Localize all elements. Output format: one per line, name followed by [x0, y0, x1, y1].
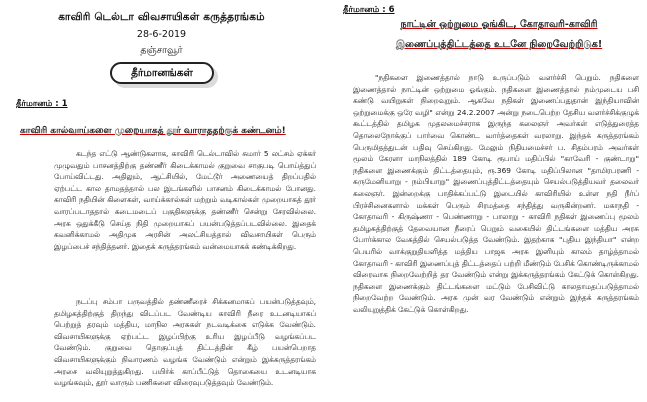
resolution-label-6: தீர்மானம் : 6	[343, 5, 395, 15]
seminar-title: காவிரி டெல்டா விவசாயிகள் கருத்தரங்கம்	[58, 11, 265, 23]
resolution-6-paragraph: "நதிகளை இணைத்தால் நாடு உருப்படும் வளர்ச்சி பெறும். நதிகளை இணைத்தால் நாட்டின் ஒற்றுமை ஓங்கும். நதிகளை இணைத்தால் நம்முடைய பசி கண்டு வயிறுகள் நிறைவுறும். ஆகவே நதிகள் இணைப்பதுதான் இந்தியாவின் ஒற்றுமைக்கு ஒரே வழி" என்று 24.2.2007 அன்று நடைபெற்ற தேசிய வளர்ச்சிக்குழுக் கூட்டத்தில் தமிழக முதலமைச்சராக இருந்த கலைஞர் அவர்கள் எடுத்துரைத்த தொலைநோக்குப் பார்வை கொண்ட வார்த்தைகள் வரலாறு. இந்தக் கருத்தரங்கம் பெருமிதத்துடன் பதிவு செய்கிறது. மேலும் நிதியமைச்சர் ப. சிதம்பரம் அவர்கள் மூலம் கேரளா மாநிலத்தில் 189 கோடி ரூபாய் மதிப்பில் "காவேரி - குண்டாறு" நதிகளை இணைக்கும் திட்டத்தையும், ரூ.369 கோடி மதிப்பிலான "தாமிரபரணி - கருமேனியாறு - நம்பியாறு" இணைப்புத்திட்டத்தையும் செயல்படுத்தியவர் தலைவர் கலைஞர். இன்றைக்கு பாதிக்கப்பட்டு இடையில் காவிரியில் உள்ள நதி நீர்ப் பிரச்சினைகளால் மக்கள் பெரும் சிரமத்தை சந்தித்து வருகின்றனர். மகாநதி - கோதாவரி - கிருஷ்ணா - பெண்ணாறு - பாலாறு - காவிரி நதிகள் இணைப்பு மூலம் தமிழகத்திற்குத் தேவையான நீரைப் பெறும் வகையில் திட்டங்களை மத்திய அரசு போர்க்கால வேகத்தில் செயல்படுத்த வேண்டும். இதற்காக "புதிய இந்தியா" என்ற பெயரில் வாக்குறுதியளித்த மத்திய பாஜக அரசு இனியும் காலம் தாழ்த்தாமல் கோதாவரி - காவிரி இணைப்புத் திட்டத்தைப் பற்றி மீண்டும் பேசிக் கொண்டிருக்காமல் விரைவாக நிறைவேற்றித் தர வேண்டும் என்று இக்கருத்தரங்கம் கேட்டுக் கொள்கிறது. நதிகளை இணைக்கும் திட்டங்களை மட்டும் பேசிவிட்டு காலதாமதப்படுத்தாமல் நிறைவேற்ற வேண்டும். அரசு முன் வர வேண்டும் என்றும் இந்தக் கருத்தரங்கம் வலியுறுத்திக் கேட்டுக் கொள்கிறது.	[353, 73, 639, 314]
left-page	[0, 0, 323, 402]
right-page	[323, 0, 647, 402]
resolution-heading-6-line-2: இணைப்புத்திட்டத்தை உடனே நிறைவேற்றிடுக!	[395, 39, 603, 50]
resolution-1-paragraph-2: நடப்பு சம்பா பருவத்தில் தண்ணீரைச் சிக்கனமாகப் பயன்படுத்தவும், தமிழகத்திற்குத் திறந்து விடப்பட வேண்டிய காவிரி நீரை உடனடியாகப் பெற்றுத் தரவும் மத்திய, மாநில அரசுகள் நடவடிக்கை எடுக்க வேண்டும். விவசாயிகளுக்கு ஏற்பட்ட இழப்பிற்கு உரிய இழப்பீடு வழங்கப்பட வேண்டும். குறுவை தொகுப்புத் திட்டத்தின் கீழ் பயன்பெறாத விவசாயிகளுக்கும் நிவாரணம் வழங்க வேண்டும் என்றும் இக்கருத்தரங்கம் அரசை வலியுறுத்துகிறது. பயிர்க் காப்பீட்டுத் தொகையை உடனடியாக வழங்கவும், தூர் வாரும் பணிகளை விரைவுபடுத்தவும் வேண்டும்.	[54, 297, 316, 388]
resolution-label-1: தீர்மானம் : 1	[16, 99, 68, 109]
seminar-date: 28-6-2019	[136, 29, 187, 40]
resolution-heading-6-line-1: நாட்டின் ஒற்றுமை ஓங்கிட, கோதாவரி-காவிரி	[400, 19, 598, 30]
resolutions-banner: தீர்மானங்கள்	[110, 62, 214, 84]
resolution-heading-1: காவிரி கால்வாய்களை முறையாகத் தூர் வாராததற்குக் கண்டனம்!	[20, 126, 286, 136]
resolution-1-paragraph-1: கடந்த எட்டு ஆண்டுகளாக, காவிரி டெல்டாவில் சுமார் 5 லட்சம் ஏக்கர் முழுவதும் பாசனத்திற்கு தண்ணீர் கிடைக்காமல் குறுவை சாகுபடி பொய்த்துப் போய்விட்டது. அதிலும், ஆட்சியில், மேட்டூர் அணையைத் திறப்பதில் ஏற்பட்ட கால தாமதத்தால் பல இடங்களில் பாசனம் கிடைக்காமல் போனது. காவிரி நதியின் கிளைகள், வாய்க்கால்கள் மற்றும் வடிகால்கள் முறையாகத் தூர் வாரப்படாததால் கடைமடைப் பகுதிகளுக்கு தண்ணீர் சென்று சேரவில்லை. அரசு ஒதுக்கீடு செய்த நிதி முறையாகப் பயன்படுத்தப்படவில்லை. இதைக் கவனிக்காமல் அதிமுக அரசின் அலட்சியத்தால் விவசாயிகள் பெரும் இழப்பைச் சந்தித்தனர். இதைக் கருத்தரங்கம் வன்மையாகக் கண்டிக்கிறது.	[54, 149, 316, 251]
seminar-place: தஞ்சாவூர்	[140, 45, 183, 56]
